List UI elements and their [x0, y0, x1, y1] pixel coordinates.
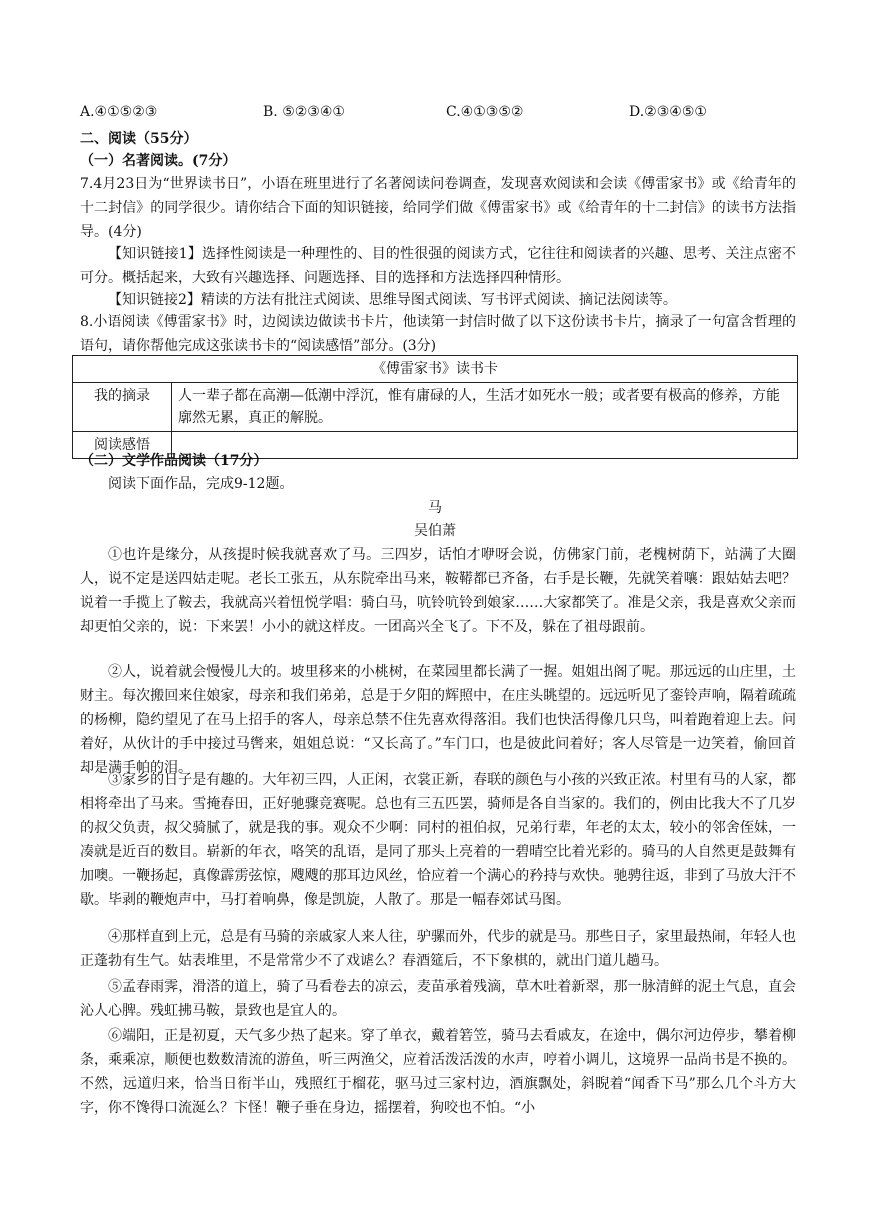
- excerpt-label: 我的摘录: [73, 383, 172, 432]
- option-b: B. ⑤②③④①: [263, 104, 345, 120]
- essay-paragraph-6: ⑥端阳，正是初夏，天气多少热了起来。穿了单衣，戴着箬笠，骑马去看戚友，在途中，偶尔河边停步，攀着柳条，乘乘凉，顺便也数数清流的游鱼，听三两渔父，应着活泼活泼的水声，哼着小调儿，这境界一品尚书是不换的。不然，远道归来，恰当日衔半山，残照红于榴花，驱马过三家村边，酒旗飘处，斜睨着“闻香下马”那么几个斗方大字，你不馋得口流涎么？卞怪！鞭子垂在身边，摇摆着，狗咬也不怕。“小: [80, 1028, 796, 1116]
- essay-paragraph-2: ②人，说着就会慢慢儿大的。坡里移来的小桃树，在菜园里都长满了一握。姐姐出阁了呢。那远远的山庄里，土财主。每次搬回来住娘家，母亲和我们弟弟，总是于夕阳的辉照中，在庄头眺望的。远远听见了銮铃声响，隔着疏疏的杨柳，隐约望见了在马上招手的客人，母亲总禁不住先喜欢得落泪。我们也快活得像几只鸟，叫着跑着迎上去。问着好，从伙计的手中接过马辔来，姐姐总说：“又长高了。”车门口，也是彼此问着好；客人尽管是一边笑着，偷回首却是满手帕的泪。: [80, 664, 796, 776]
- excerpt-text: 人一辈子都在高潮—低潮中浮沉，惟有庸碌的人，生活才如死水一般；或者要有极高的修养，方能廓然无累，真正的解脱。: [172, 383, 798, 432]
- knowledge-link-1: 【知识链接1】选择性阅读是一种理性的、目的性很强的阅读方式，它往往和阅读者的兴趣、思考、关注点密不可分。概括起来，大致有兴趣选择、问题选择、目的选择和方法选择四种情形。: [80, 246, 796, 286]
- question-7: 7.4月23日为“世界读书日”，小语在班里进行了名著阅读问卷调查，发现喜欢阅读和会读《傅雷家书》或《给青年的十二封信》的同学很少。请你结合下面的知识链接，给同学们做《傅雷家书》或《给青年的十二封信》的读书方法指导。(4分): [80, 176, 796, 240]
- reflection-label: 阅读感悟: [73, 432, 172, 459]
- essay-paragraph-3: ③家乡的日子是有趣的。大年初三四，人正闲，衣裳正新，春联的颜色与小孩的兴致正浓。村里有马的人家，都相将牵出了马来。雪掩春田，正好驰骤竞赛呢。总也有三五匹罢，骑师是各自当家的。我们的，例由比我大不了几岁的叔父负责，叔父骑腻了，就是我的事。观众不少啊：同村的祖伯叔，兄弟行辈，年老的太太，较小的邻舍侄妹，一凑就是近百的数目。崭新的年衣，咯笑的乱语，是同了那头上亮着的一碧晴空比着光彩的。骑马的人自然更是鼓舞有加噢。一鞭扬起，真像霹雳弦惊，飕飕的那耳边风丝，恰应着一个满心的矜持与欢快。驰骋往返，非到了马放大汗不歇。毕剥的鞭炮声中，马打着响鼻，像是凯旋，人散了。那是一幅春郊试马图。: [80, 772, 796, 908]
- reading-card-table: [72, 355, 798, 459]
- card-title: 《傅雷家书》读书卡: [73, 356, 798, 383]
- section-heading-reading: 二、阅读（55分）: [80, 131, 198, 147]
- subsection-heading-literature: （二）文学作品阅读（17分）: [80, 453, 268, 469]
- option-c: C.④①③⑤②: [446, 104, 524, 120]
- essay-author: 吴伯萧: [414, 523, 456, 539]
- answer-options: [80, 104, 800, 126]
- subsection-heading-classics: （一）名著阅读。(7分）: [80, 153, 237, 169]
- essay-paragraph-4: ④那样直到上元，总是有马骑的亲戚家人来人往，驴骡而外，代步的就是马。那些日子，家里最热闹，年轻人也正蓬勃有生气。姑表堆里，不是常常少不了戏谑么？春酒筵后，不下象棋的，就出门道儿趟马。: [80, 929, 796, 969]
- essay-paragraph-5: ⑤孟春雨霁，滑溚的道上，骑了马看卷去的凉云，麦苗承着残滴，草木吐着新翠，那一脉清鲜的泥土气息，直会沁人心脾。残虹拂马鞍，景致也是宜人的。: [80, 979, 796, 1019]
- option-d: D.②③④⑤①: [629, 104, 707, 120]
- essay-paragraph-1: ①也许是缘分，从孩提时候我就喜欢了马。三四岁，话怕才咿呀会说，仿佛家门前，老槐树荫下，站满了大圈人，说不定是送四姑走呢。老长工张五，从东院牵出马来，鞍鞯都已齐备，右手是长鞭，先就笑着嚷：跟姑姑去吧？说着一手揽上了鞍去，我就高兴着忸悦学唱：骑白马，吭铃吭铃到娘家……大家都笑了。准是父亲，我是喜欢父亲而却更怕父亲的，说：下来罢！小小的就这样皮。一团高兴全飞了。下不及，躲在了祖母跟前。: [80, 547, 796, 635]
- option-a: A.④①⑤②③: [80, 104, 158, 120]
- question-8: 8.小语阅读《傅雷家书》时，边阅读边做读书卡片，他读第一封信时做了以下这份读书卡片，摘录了一句富含哲理的语句，请你帮他完成这张读书卡的“阅读感悟”部分。(3分): [80, 314, 796, 354]
- instruction-text: 阅读下面作品，完成9-12题。: [108, 476, 294, 492]
- knowledge-link-2: 【知识链接2】精读的方法有批注式阅读、思维导图式阅读、写书评式阅读、摘记法阅读等。: [108, 292, 677, 308]
- essay-title: 马: [428, 500, 442, 516]
